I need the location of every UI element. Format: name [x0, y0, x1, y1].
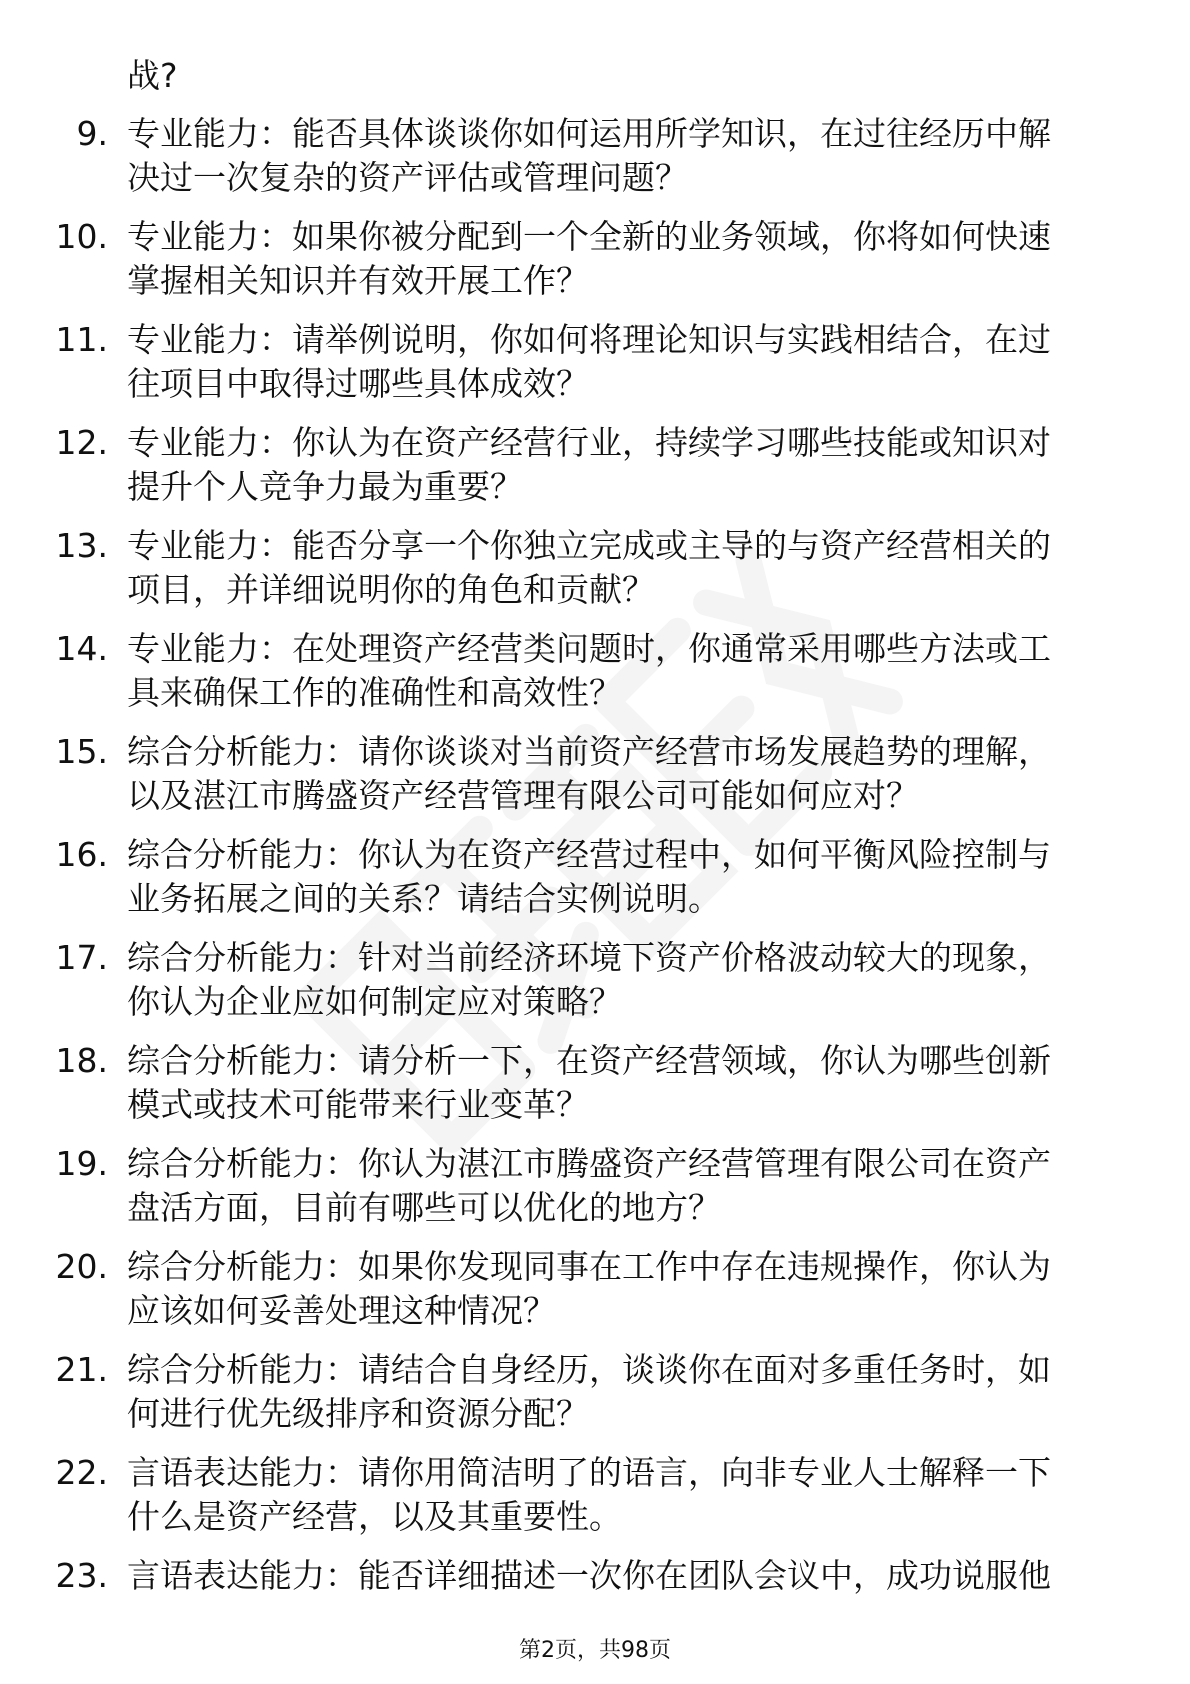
question-text-line-2: 应该如何妥善处理这种情况？ [127, 1291, 556, 1330]
question-text-line-1: 综合分析能力：请你谈谈对当前资产经营市场发展趋势的理解， [127, 732, 1051, 771]
question-text-line-1: 专业能力：请举例说明，你如何将理论知识与实践相结合，在过 [127, 320, 1051, 359]
question-item [0, 421, 1190, 524]
question-number: 17. [55, 938, 108, 977]
question-item [0, 627, 1190, 730]
question-number: 12. [55, 423, 108, 462]
question-text-line-1: 专业能力：能否分享一个你独立完成或主导的与资产经营相关的 [127, 526, 1051, 565]
question-number: 13. [55, 526, 108, 565]
question-text-line-2: 项目，并详细说明你的角色和贡献？ [127, 570, 655, 609]
question-item [0, 833, 1190, 936]
question-item [0, 936, 1190, 1039]
question-number: 22. [55, 1453, 108, 1492]
question-text-line-2: 以及湛江市腾盛资产经营管理有限公司可能如何应对？ [127, 776, 919, 815]
question-item [0, 1348, 1190, 1451]
question-number: 20. [55, 1247, 108, 1286]
question-text-line-2: 具来确保工作的准确性和高效性？ [127, 673, 622, 712]
question-text-line-2: 业务拓展之间的关系？请结合实例说明。 [127, 879, 721, 918]
question-text-line-1: 言语表达能力：请你用简洁明了的语言，向非专业人士解释一下 [127, 1453, 1051, 1492]
question-number: 15. [55, 732, 108, 771]
question-item [0, 1039, 1190, 1142]
question-item [0, 1142, 1190, 1245]
question-number: 10. [55, 217, 108, 256]
question-number: 11. [55, 320, 108, 359]
question-text-line-1: 综合分析能力：如果你发现同事在工作中存在违规操作，你认为 [127, 1247, 1051, 1286]
question-text-line-1: 综合分析能力：你认为在资产经营过程中，如何平衡风险控制与 [127, 835, 1051, 874]
question-text-line-1: 专业能力：你认为在资产经营行业，持续学习哪些技能或知识对 [127, 423, 1051, 462]
question-number: 21. [55, 1350, 108, 1389]
question-item [0, 1245, 1190, 1348]
question-number: 23. [55, 1556, 108, 1595]
question-item [0, 1451, 1190, 1554]
question-text-line-2: 提升个人竞争力最为重要？ [127, 467, 523, 506]
question-text-line-1: 专业能力：在处理资产经营类问题时，你通常采用哪些方法或工 [127, 629, 1051, 668]
question-text-line-2: 模式或技术可能带来行业变革？ [127, 1085, 589, 1124]
question-item [0, 318, 1190, 421]
question-text-line-1: 综合分析能力：你认为湛江市腾盛资产经营管理有限公司在资产 [127, 1144, 1051, 1183]
question-list [0, 112, 1190, 1657]
question-text-line-1: 言语表达能力：能否详细描述一次你在团队会议中，成功说服他 [127, 1556, 1051, 1595]
question-number: 9. [76, 114, 108, 153]
question-text-line-1: 综合分析能力：请分析一下，在资产经营领域，你认为哪些创新 [127, 1041, 1051, 1080]
question-text-line-2: 什么是资产经营，以及其重要性。 [127, 1497, 622, 1536]
question-text-line-2: 盘活方面，目前有哪些可以优化的地方？ [127, 1188, 721, 1227]
question-number: 16. [55, 835, 108, 874]
question-item [0, 215, 1190, 318]
page-footer: 第2页，共98页 [519, 1638, 671, 1663]
question-text-line-1: 综合分析能力：请结合自身经历，谈谈你在面对多重任务时，如 [127, 1350, 1051, 1389]
question-text-line-1: 综合分析能力：针对当前经济环境下资产价格波动较大的现象， [127, 938, 1051, 977]
question-text-line-2: 掌握相关知识并有效开展工作？ [127, 261, 589, 300]
question-text-line-1: 专业能力：如果你被分配到一个全新的业务领域，你将如何快速 [127, 217, 1051, 256]
question-text-line-2: 往项目中取得过哪些具体成效？ [127, 364, 589, 403]
question-number: 18. [55, 1041, 108, 1080]
question-text-line-2: 你认为企业应如何制定应对策略？ [127, 982, 622, 1021]
question-number: 14. [55, 629, 108, 668]
question-text-line-1: 专业能力：能否具体谈谈你如何运用所学知识，在过往经历中解 [127, 114, 1051, 153]
question-text-line-2: 决过一次复杂的资产评估或管理问题？ [127, 158, 688, 197]
question-number: 19. [55, 1144, 108, 1183]
carry-over-text: 战? [127, 56, 178, 95]
question-text-line-2: 何进行优先级排序和资源分配？ [127, 1394, 589, 1433]
question-item [0, 730, 1190, 833]
question-item [0, 524, 1190, 627]
question-item [0, 112, 1190, 215]
